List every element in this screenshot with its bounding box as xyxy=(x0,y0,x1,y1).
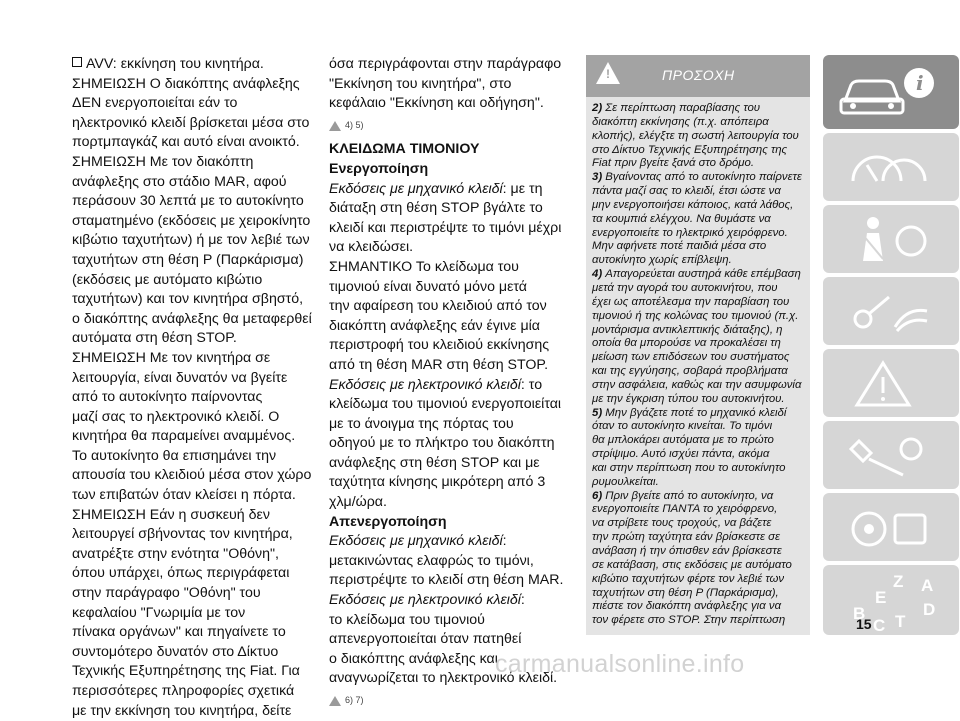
text-line: ΣΗΜΕΙΩΣΗ Ο διακόπτης ανάφλεξης xyxy=(72,75,300,92)
text-line: λειτουργεί σβήνοντας τον κινητήρα, xyxy=(72,526,293,543)
warning-number: 5) xyxy=(592,406,606,419)
text-line: απενεργοποιείται όταν πατηθεί xyxy=(329,631,522,648)
warning-text: οποία θα μπορούσε να προκαλέσει τη xyxy=(592,337,781,350)
text-line: περισσότερες πληροφορίες σχετικά xyxy=(72,683,295,699)
index-letter: B xyxy=(853,604,866,623)
text-line: απουσία του κλειδιού μέσα στον χώρο xyxy=(72,467,312,484)
warning-line xyxy=(592,171,804,185)
warning-text: στο Δίκτυο Τεχνικής Εξυπηρέτησης της xyxy=(592,143,788,156)
warning-text: τιμονιού ή της κολώνας του τιμονιού (π.χ. xyxy=(592,309,799,322)
warning-text: και στην περίπτωση που το αυτοκίνητο xyxy=(592,461,786,474)
warning-text: Μην αφήνετε ποτέ παιδιά μέσα στο xyxy=(592,240,767,253)
warning-text: Σε περίπτωση παραβίασης του xyxy=(605,102,761,114)
sidebar-tab-emergency[interactable] xyxy=(823,349,959,417)
important-note xyxy=(329,258,569,376)
text-line: κιβώτιο ταχυτήτων) ή με τον λεβιέ των xyxy=(72,232,310,249)
warning-line xyxy=(592,157,804,171)
text-line: λειτουργία, είναι δυνατόν να βγείτε xyxy=(72,369,288,386)
warning-line xyxy=(592,310,804,324)
warning-line xyxy=(592,531,804,545)
warning-text: Βγαίνοντας από το αυτοκίνητο παίρνετε xyxy=(605,171,802,184)
warning-text: με την έγκριση τύπου του αυτοκινήτου. xyxy=(592,392,785,405)
svg-text:i: i xyxy=(916,71,924,95)
warning-box xyxy=(586,55,810,635)
text-line: τιμονιού είναι δυνατό μόνο μετά xyxy=(329,278,528,295)
subheading-activation: Ενεργοποίηση xyxy=(329,160,429,177)
section-heading-steering-lock: ΚΛΕΙΔΩΜΑ ΤΙΜΟΝΙΟΥ xyxy=(329,141,480,158)
text-line: διακόπτη ανάφλεξης εάν έγινε μία xyxy=(329,317,540,334)
text-line: ανάφλεξης στο στάδιο MAR, αφού xyxy=(72,173,287,190)
wrench-service-icon xyxy=(823,421,959,489)
version-label: Εκδόσεις με ηλεκτρονικό κλειδί xyxy=(329,376,521,393)
warning-text: στρίψιμο. Αυτό ισχύει πάντα, ακόμα xyxy=(592,448,770,461)
text-line: πορτμπαγκάζ και αυτό είναι ανοικτό. xyxy=(72,134,300,151)
text-line: Τεχνικής Εξυπηρέτησης της Fiat. Για xyxy=(72,663,300,680)
warning-text: πιέστε τον διακόπτη ανάφλεξης για να xyxy=(592,600,782,613)
text-line xyxy=(329,180,569,200)
warning-text: ρυμουλκείται. xyxy=(592,475,659,488)
text-line: διάταξη στη θέση STOP βγάλτε το xyxy=(329,200,543,217)
text-line: περιστροφή του κλειδιού εκκίνησης xyxy=(329,337,550,354)
text-line: κλείδωμα του τιμονιού ενεργοποιείται xyxy=(329,396,562,413)
warning-text: αυτοκίνητο χωρίς επίβλεψη. xyxy=(592,254,732,267)
text-line xyxy=(329,376,569,396)
sidebar-tab-starting[interactable] xyxy=(823,277,959,345)
warning-line xyxy=(592,600,804,614)
text-line: ο διακόπτης ανάφλεξης θα μεταφερθεί xyxy=(72,310,312,327)
warning-text: μοντάρισμα αντικλεπτικής διάταξης), η xyxy=(592,323,783,336)
warning-line xyxy=(592,102,804,116)
warning-text: διακόπτη εκκίνησης (π.χ. απόπειρα xyxy=(592,115,769,128)
electronic-key-activation xyxy=(329,376,569,513)
text-line: την αφαίρεση του κλειδιού από τον xyxy=(329,298,547,315)
text-line: ΣΗΜΕΙΩΣΗ Με τον κινητήρα σε xyxy=(72,349,271,366)
warning-header xyxy=(586,55,810,97)
warning-line xyxy=(592,213,804,227)
body-column-1 xyxy=(72,55,312,721)
warning-line xyxy=(592,227,804,241)
text-line: με την εκκίνηση του κινητήρα, δείτε xyxy=(72,702,292,719)
warning-line xyxy=(592,614,804,628)
text-line: όσα περιγράφονται στην παράγραφο xyxy=(329,56,562,72)
sidebar-tab-safety[interactable] xyxy=(823,205,959,273)
warning-triangle-icon xyxy=(823,349,959,417)
warning-line xyxy=(592,545,804,559)
text-fragment: : xyxy=(520,592,525,609)
text-line xyxy=(72,55,312,75)
car-info-icon xyxy=(823,55,959,129)
warning-text: την πρώτη ταχύτητα εάν βρίσκεστε σε xyxy=(592,531,781,544)
warning-text: μετά την αγορά του αυτοκινήτου, που xyxy=(592,281,778,294)
warning-line xyxy=(592,448,804,462)
sidebar-tab-car-info[interactable] xyxy=(823,55,959,129)
text-line: στην παράγραφο "Οθόνη" του xyxy=(72,585,261,602)
text-line: ΣΗΜΕΙΩΣΗ Με τον διακόπτη xyxy=(72,153,254,170)
index-letters-icon xyxy=(823,565,959,635)
text-line xyxy=(329,532,569,552)
text-line: "Εκκίνηση του κινητήρα", στο xyxy=(329,75,512,92)
sidebar-tab-index[interactable] xyxy=(823,565,959,635)
text-line: περιστρέψτε το κλειδί στη θέση MAR. xyxy=(329,572,564,589)
index-letter: T xyxy=(895,612,906,631)
warning-text: Πριν βγείτε από το αυτοκίνητο, να xyxy=(605,489,774,502)
text-line: το κλείδωμα του τιμονιού xyxy=(329,611,485,628)
mechanical-key-deactivation xyxy=(329,532,569,591)
warning-text: τα κουμπιά ελέγχου. Να θυμάστε να xyxy=(592,212,771,225)
warning-text: κλοπής), ελέγξτε τη σωστή λειτουργία του xyxy=(592,129,799,142)
warning-line xyxy=(592,573,804,587)
reference-2: 6) 7) xyxy=(329,691,569,711)
warning-text: μείωση των επιδόσεων του συστήματος xyxy=(592,351,790,364)
warning-line xyxy=(592,503,804,517)
warning-number: 6) xyxy=(592,489,606,502)
warning-text: κιβώτιο ταχυτήτων φέρτε τον λεβιέ των xyxy=(592,572,785,585)
text-line: ανατρέξτε στην ενότητα "Οθόνη", xyxy=(72,545,279,562)
text-line: ηλεκτρονικό κλειδί βρίσκεται μέσα στο xyxy=(72,114,310,131)
text-line: ΣΗΜΑΝΤΙΚΟ Το κλείδωμα του xyxy=(329,258,519,275)
text-fragment: : το xyxy=(520,376,543,393)
watermark: carmanualsonline.info xyxy=(495,650,745,678)
text-line: χλμ/ώρα. xyxy=(329,494,387,511)
warning-triangle-icon: ! xyxy=(596,62,620,84)
page-number: 15 xyxy=(856,616,872,632)
text-line: κινητήρα θα παραμείνει αναμμένος. xyxy=(72,428,296,445)
warning-triangle-icon xyxy=(329,121,341,131)
warning-line xyxy=(592,268,804,282)
text-line: των επιβατών όταν κλείσει η πόρτα. xyxy=(72,487,296,504)
text-line: ταχυτήτων) και τον κινητήρα σβηστό, xyxy=(72,291,304,308)
text-line: όπου υπάρχει, όπως περιγράφεται xyxy=(72,565,290,582)
text-line: πίνακα οργάνων" και πηγαίνετε το xyxy=(72,624,286,641)
warning-line xyxy=(592,393,804,407)
warning-title: ΠΡΟΣΟΧΗ xyxy=(662,67,735,83)
warning-text: Απαγορεύεται αυστηρά κάθε επέμβαση xyxy=(605,268,801,281)
text-line: να κλειδώσει. xyxy=(329,239,414,256)
body-column-2 xyxy=(329,55,569,716)
warning-text: όταν το αυτοκίνητο κινείται. Το τιμόνι xyxy=(592,420,773,433)
warning-text: ενεργοποιείτε το ηλεκτρικό χειρόφρενο. xyxy=(592,226,788,239)
text-line: περάσουν 30 λεπτά με το αυτοκίνητο xyxy=(72,193,304,210)
warning-line xyxy=(592,254,804,268)
warning-line xyxy=(592,296,804,310)
text-line: ταχυτήτων στη θέση P (Παρκάρισμα) xyxy=(72,251,304,268)
technical-data-icon xyxy=(823,493,959,561)
checkbox-square-icon xyxy=(72,57,82,67)
mechanical-key-activation xyxy=(329,180,569,258)
sidebar-tab-dashboard[interactable] xyxy=(823,133,959,201)
text-line: ΣΗΜΕΙΩΣΗ Εάν η συσκευή δεν xyxy=(72,506,270,523)
index-letter: E xyxy=(875,588,887,607)
index-letter: A xyxy=(921,576,934,595)
text-line: ΔΕΝ ενεργοποιείται εάν το xyxy=(72,95,238,112)
index-letter: C xyxy=(873,616,886,635)
text-line: συντομότερο δυνατόν στο Δίκτυο xyxy=(72,643,279,660)
warning-line xyxy=(592,185,804,199)
warning-text: μην ενεργοποιήσει κάποιος, κατά λάθος, xyxy=(592,198,794,211)
text-line: ανάφλεξης στη θέση STOP και με xyxy=(329,454,540,471)
warning-line xyxy=(592,587,804,601)
text-line: από τη θέση MAR στη θέση STOP. xyxy=(329,356,549,373)
warning-line xyxy=(592,434,804,448)
text-line: AVV: εκκίνηση του κινητήρα. xyxy=(86,56,264,72)
warning-body xyxy=(586,97,810,635)
index-letter: Z xyxy=(893,572,904,591)
chapter-sidebar xyxy=(823,55,959,635)
warning-text: θα μπλοκάρει αυτόματα με το πρώτο xyxy=(592,434,774,447)
text-line: αυτόματα στη θέση STOP. xyxy=(72,330,237,347)
reference-1: 4) 5) xyxy=(329,116,569,136)
text-fragment: : xyxy=(502,533,507,550)
warning-line xyxy=(592,130,804,144)
warning-text: έχει ως αποτέλεσμα την παραβίαση του xyxy=(592,295,790,308)
warning-triangle-icon xyxy=(329,696,341,706)
sidebar-tab-technical-data[interactable] xyxy=(823,493,959,561)
warning-text: ενεργοποιείτε ΠΑΝΤΑ το χειρόφρενο, xyxy=(592,503,778,516)
index-letter: D xyxy=(923,600,936,619)
warning-line xyxy=(592,365,804,379)
warning-line xyxy=(592,407,804,421)
intro-text xyxy=(329,55,569,114)
warning-line xyxy=(592,240,804,254)
text-line: με το άνοιγμα της πόρτας του xyxy=(329,415,514,432)
warning-text: Fiat πριν βγείτε ξανά στο δρόμο. xyxy=(592,157,755,170)
warning-line xyxy=(592,462,804,476)
version-label: Εκδόσεις με μηχανικό κλειδί xyxy=(329,180,503,197)
warning-text: τον φέρετε στο STOP. Στην περίπτωση xyxy=(592,614,786,627)
warning-line xyxy=(592,420,804,434)
warning-number: 2) xyxy=(592,102,606,114)
sidebar-tab-maintenance[interactable] xyxy=(823,421,959,489)
text-line: κλειδί και περιστρέψτε το τιμόνι μέχρι xyxy=(329,219,562,236)
warning-text: στην ασφάλεια, καθώς και την ασυμφωνία xyxy=(592,378,802,391)
key-start-icon xyxy=(823,277,959,345)
warning-text: Μην βγάζετε ποτέ το μηχανικό κλειδί xyxy=(605,406,787,419)
subheading-deactivation: Απενεργοποίηση xyxy=(329,513,447,530)
warning-line xyxy=(592,324,804,338)
warning-number: 4) xyxy=(592,268,606,281)
warning-text: ταχυτήτων στη θέση P (Παρκάρισμα), xyxy=(592,586,779,599)
warning-text: σε κατάβαση, στις εκδόσεις με αυτόματο xyxy=(592,558,792,571)
dashboard-icon xyxy=(823,133,959,201)
text-line: μαζί σας το ηλεκτρονικό κλειδί. Ο xyxy=(72,408,280,425)
warning-line xyxy=(592,199,804,213)
version-label: Εκδόσεις με ηλεκτρονικό κλειδί xyxy=(329,592,521,609)
text-line: ταχύτητα κίνησης μικρότερη από 3 xyxy=(329,474,546,491)
warning-line xyxy=(592,490,804,504)
warning-line xyxy=(592,116,804,130)
warning-line xyxy=(592,351,804,365)
text-line: (εκδόσεις με αυτόματο κιβώτιο xyxy=(72,271,263,288)
warning-line xyxy=(592,282,804,296)
warning-number: 3) xyxy=(592,171,606,184)
text-fragment: : με τη xyxy=(502,180,543,197)
warning-text: να στρίβετε τους τροχούς, να βάζετε xyxy=(592,517,772,530)
text-line: από το αυτοκίνητο παίρνοντας xyxy=(72,389,263,406)
text-line: σταματημένο (εκδόσεις με χειροκίνητο xyxy=(72,212,311,229)
warning-line xyxy=(592,517,804,531)
warning-line xyxy=(592,379,804,393)
text-line xyxy=(329,591,569,611)
warning-text: ανάβαση ή την όπισθεν εάν βρίσκεστε xyxy=(592,545,782,557)
warning-line xyxy=(592,559,804,573)
version-label: Εκδόσεις με μηχανικό κλειδί xyxy=(329,533,503,550)
seatbelt-airbag-icon xyxy=(823,205,959,273)
text-line: κεφάλαιο "Εκκίνηση και οδήγηση". xyxy=(329,95,544,112)
text-line: μετακινώντας ελαφρώς το τιμόνι, xyxy=(329,552,534,569)
text-line: αναγνωρίζεται το ηλεκτρονικό κλειδί. xyxy=(329,670,558,687)
warning-text: και της εγγύησης, σοβαρά προβλήματα xyxy=(592,365,788,378)
warning-line xyxy=(592,144,804,158)
text-line: κεφαλαίου "Γνωριμία με τον xyxy=(72,604,246,621)
text-line: Το αυτοκίνητο θα επισημάνει την xyxy=(72,447,277,464)
warning-text: πάντα μαζί σας το κλειδί, έτσι ώστε να xyxy=(592,185,781,198)
text-line: ο διακόπτης ανάφλεξης και xyxy=(329,650,498,667)
text-line: οδηγού με το πλήκτρο του διακόπτη xyxy=(329,435,555,452)
warning-line xyxy=(592,476,804,490)
warning-line xyxy=(592,337,804,351)
